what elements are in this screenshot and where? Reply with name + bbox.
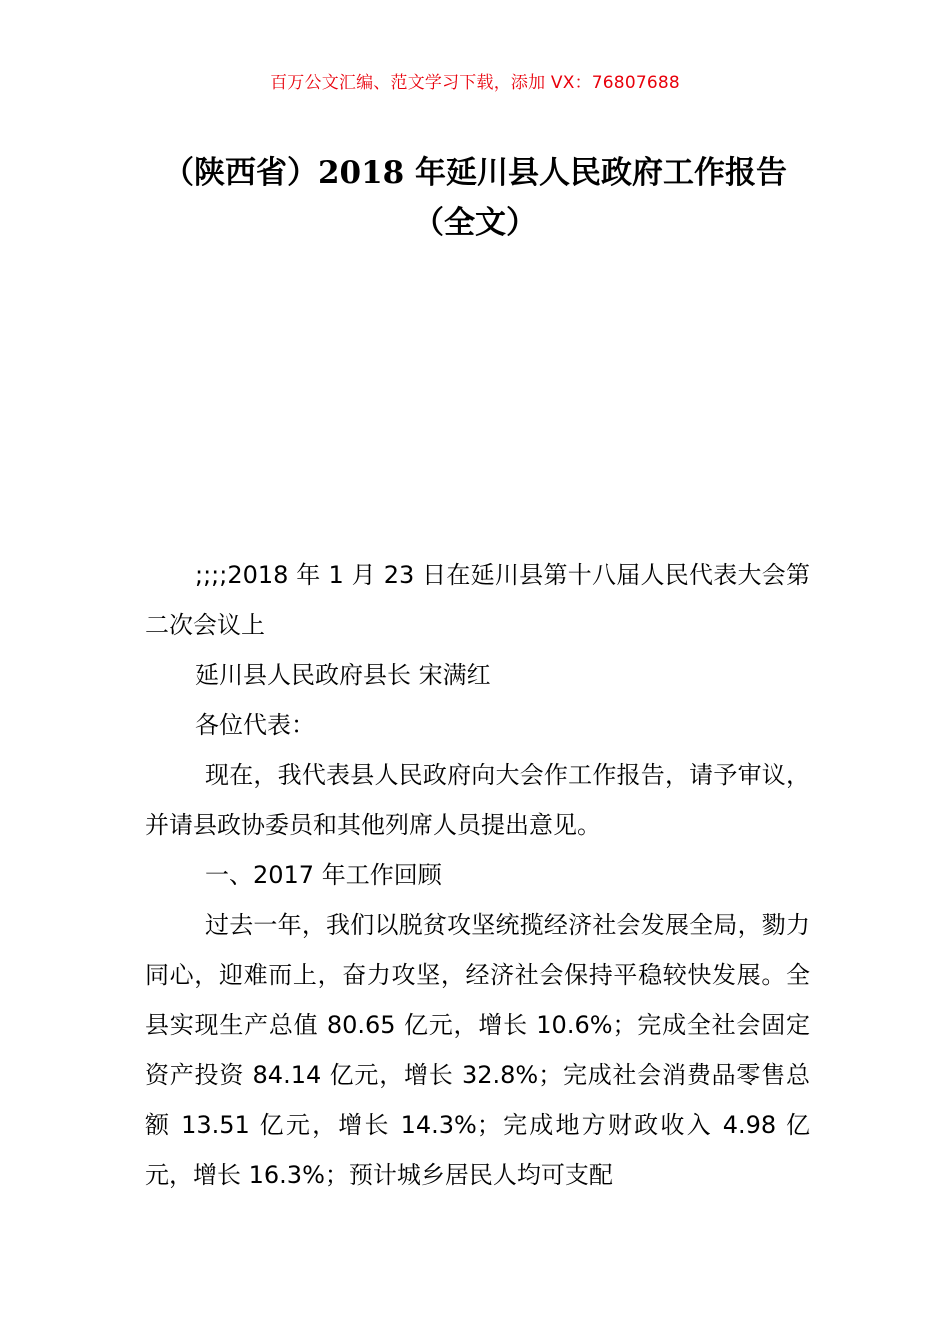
meeting-info-paragraph: ;;;;2018 年 1 月 23 日在延川县第十八届人民代表大会第二次会议上	[145, 561, 810, 639]
document-body	[145, 550, 810, 1200]
opening-paragraph: 现在，我代表县人民政府向大会作工作报告，请予审议，并请县政协委员和其他列席人员提出意见。	[145, 761, 810, 839]
review-paragraph: 过去一年，我们以脱贫攻坚统揽经济社会发展全局，勠力同心，迎难而上，奋力攻坚，经济社会保持平稳较快发展。全县实现生产总值 80.65 亿元，增长 10.6%；完成全社会固定资产投资 84.14 亿元，增长 32.8%；完成社会消费品零售总额 13.51 亿元，增长 14.3%；完成地方财政收入 4.98 亿元，增长 16.3%；预计城乡居民人均可支配	[145, 911, 810, 1189]
salutation-paragraph: 各位代表：	[195, 711, 315, 739]
section-heading: 一、2017 年工作回顾	[205, 861, 442, 889]
document-title: （陕西省）2018 年延川县人民政府工作报告（全文）	[162, 155, 788, 241]
header-watermark-note: 百万公文汇编、范文学习下载，添加 VX：76807688	[270, 73, 680, 93]
speaker-paragraph: 延川县人民政府县长 宋满红	[195, 661, 491, 689]
